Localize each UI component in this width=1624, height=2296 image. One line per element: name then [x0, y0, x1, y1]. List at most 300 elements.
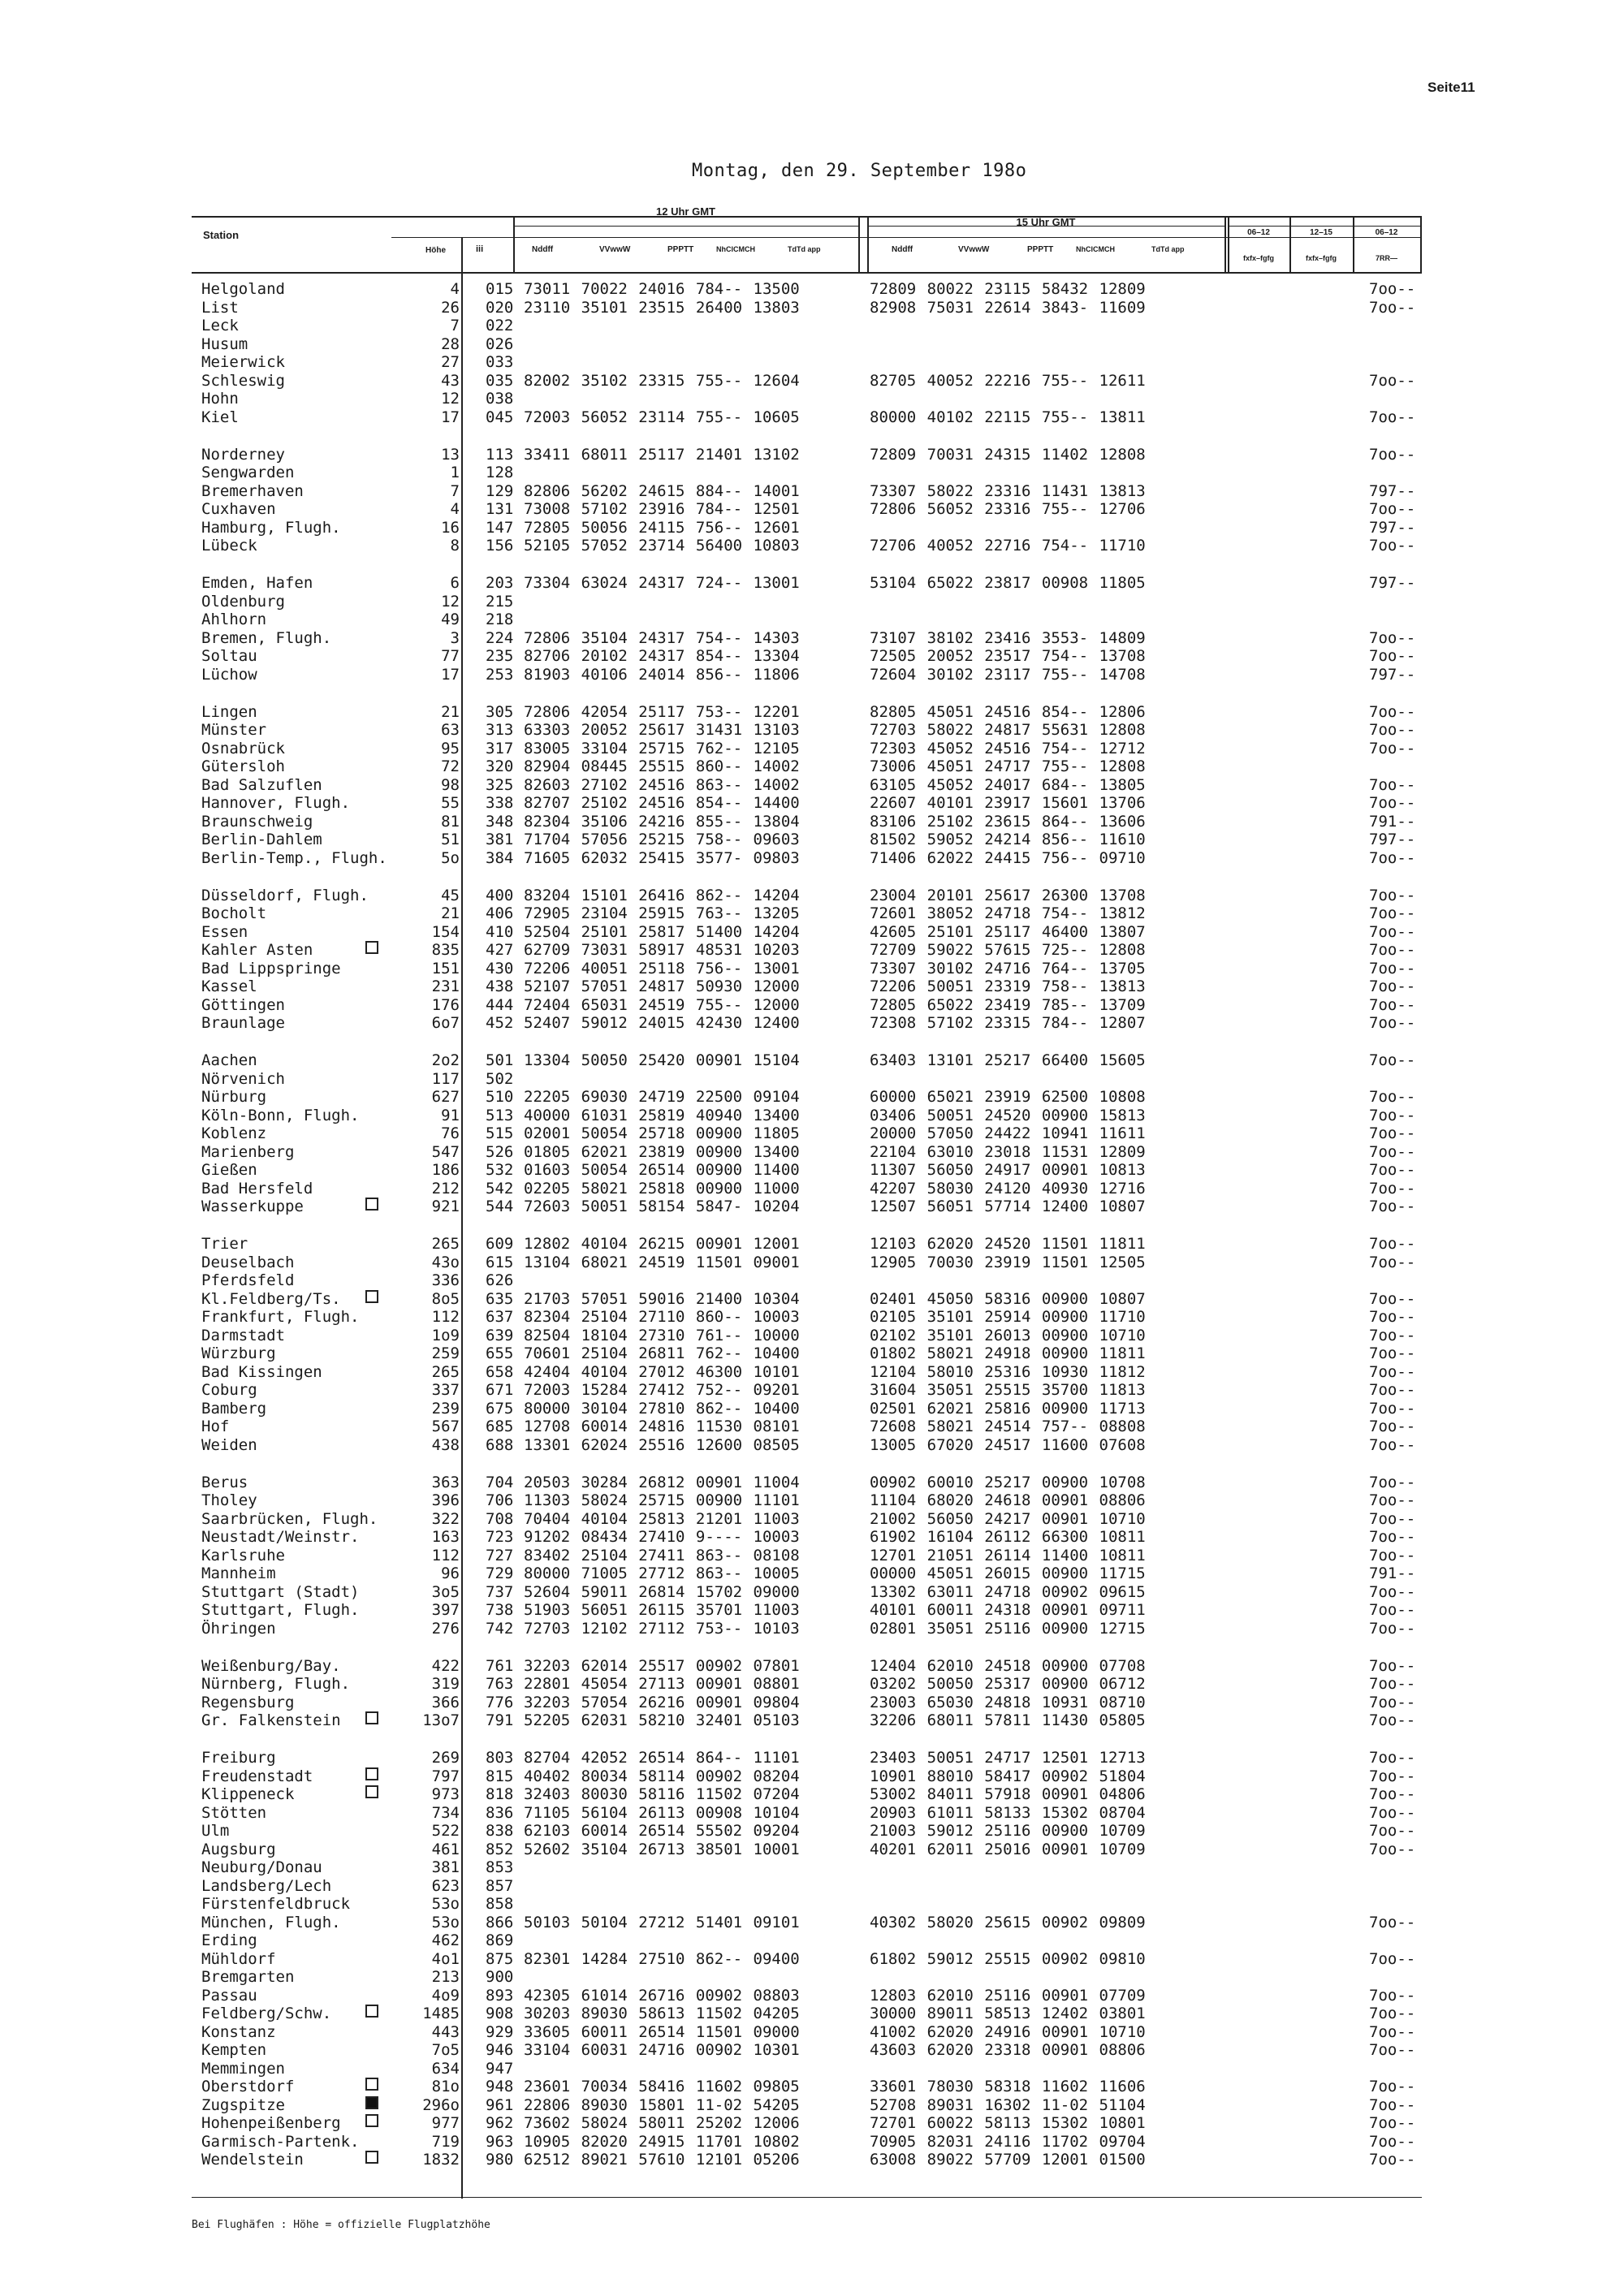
table-row: [0, 1381, 1624, 1400]
obs-15-gmt: 61802 59012 25515 00902 09810: [870, 1949, 1146, 1968]
station-altitude: 7: [450, 317, 460, 334]
obs-15-gmt: 02501 62021 25816 00900 11713: [870, 1399, 1146, 1418]
precip-group: 797--: [1369, 574, 1416, 592]
table-row: [0, 1950, 1624, 1969]
group-gap: [0, 555, 1624, 575]
table-row: [0, 1051, 1624, 1070]
station-name: Lüchow: [201, 665, 257, 684]
station-number: 815: [486, 1767, 514, 1785]
station-number: 156: [486, 537, 514, 555]
mountain-station-icon: [365, 941, 378, 954]
station-name: Norderney: [201, 445, 285, 464]
obs-12-gmt: 52107 57051 24817 50930 12000: [524, 978, 800, 995]
station-table: [0, 280, 1624, 2169]
obs-12-gmt: 52602 35104 26713 38501 10001: [524, 1840, 800, 1858]
station-name: Münster: [201, 721, 267, 739]
station-number: 655: [486, 1344, 514, 1362]
station-number: 430: [486, 959, 514, 978]
obs-15-gmt: 42605 25101 25117 46400 13807: [870, 922, 1146, 941]
station-number: 035: [486, 371, 514, 390]
obs-12-gmt: 72003 56052 23114 755-- 10605: [524, 408, 800, 426]
table-row: [0, 831, 1624, 849]
obs-12-gmt: 82002 35102 23315 755-- 12604: [524, 371, 800, 390]
table-row: [0, 390, 1624, 408]
station-number: 033: [486, 353, 514, 371]
station-name: Neustadt/Weinstr.: [201, 1528, 360, 1546]
station-altitude: 72: [441, 757, 460, 775]
station-name: Oldenburg: [201, 592, 285, 611]
group-gap: [0, 1730, 1624, 1750]
station-altitude: 1: [450, 464, 460, 481]
obs-12-gmt: 21703 57051 59016 21400 10304: [524, 1289, 800, 1308]
station-number: 313: [486, 721, 514, 739]
precip-group: 797--: [1369, 665, 1416, 684]
table-row: [0, 1474, 1624, 1492]
obs-15-gmt: 61902 16104 26112 66300 10811: [870, 1528, 1146, 1546]
station-name: Landsberg/Lech: [201, 1876, 332, 1895]
precip-group: 791--: [1369, 1564, 1416, 1582]
obs-15-gmt: 73107 38102 23416 3553- 14809: [870, 628, 1146, 647]
obs-15-gmt: 12103 62020 24520 11501 11811: [870, 1235, 1146, 1253]
obs-15-gmt: 72303 45052 24516 754-- 12712: [870, 739, 1146, 757]
station-name: Koblenz: [201, 1124, 267, 1142]
station-altitude: 567: [431, 1418, 460, 1435]
table-row: [0, 1657, 1624, 1676]
precip-group: 7oo--: [1369, 848, 1416, 867]
station-altitude: 17: [441, 408, 460, 426]
station-altitude: 627: [431, 1088, 460, 1106]
obs-12-gmt: 82707 25102 24516 854-- 14400: [524, 794, 800, 812]
station-number: 338: [486, 794, 514, 812]
obs-12-gmt: 52604 59011 26814 15702 09000: [524, 1582, 800, 1601]
precip-group: 7oo--: [1369, 886, 1416, 904]
station-number: 853: [486, 1858, 514, 1876]
station-name: Schleswig: [201, 371, 285, 390]
table-row: [0, 978, 1624, 996]
obs-15-gmt: 53104 65022 23817 00908 11805: [870, 574, 1146, 592]
station-number: 738: [486, 1601, 514, 1619]
table-row: [0, 1767, 1624, 1786]
obs-15-gmt: 20000 57050 24422 10941 11611: [870, 1124, 1146, 1142]
station-name: Hof: [201, 1418, 230, 1435]
table-row: [0, 1749, 1624, 1767]
station-number: 510: [486, 1088, 514, 1106]
col-station: Station: [203, 229, 240, 241]
station-name: Mannheim: [201, 1564, 276, 1582]
obs-12-gmt: 72603 50051 58154 5847- 10204: [524, 1198, 800, 1215]
precip-group: 7oo--: [1369, 1014, 1416, 1032]
obs-12-gmt: 63303 20052 25617 31431 13103: [524, 721, 800, 739]
precip-group: 7oo--: [1369, 1326, 1416, 1344]
station-altitude: 51: [441, 831, 460, 848]
station-name: Kassel: [201, 978, 257, 995]
obs-15-gmt: 11307 56050 24917 00901 10813: [870, 1161, 1146, 1179]
obs-15-gmt: 00000 45051 26015 00900 11715: [870, 1564, 1146, 1582]
obs-15-gmt: 11104 68020 24618 00901 08806: [870, 1491, 1146, 1509]
obs-15-gmt: 72701 60022 58113 15302 10801: [870, 2114, 1146, 2132]
station-altitude: 28: [441, 334, 460, 353]
station-number: 501: [486, 1051, 514, 1069]
table-row: [0, 1180, 1624, 1198]
station-altitude: 2o2: [431, 1051, 460, 1069]
station-number: 900: [486, 1968, 514, 1986]
precip-group: 7oo--: [1369, 794, 1416, 812]
obs-15-gmt: 13005 67020 24517 11600 07608: [870, 1435, 1146, 1454]
obs-15-gmt: 40101 60011 24318 00901 09711: [870, 1601, 1146, 1619]
obs-12-gmt: 42305 61014 26716 00902 08803: [524, 1986, 800, 2005]
station-name: Weiden: [201, 1435, 257, 1454]
obs-15-gmt: 72709 59022 57615 725-- 12808: [870, 941, 1146, 959]
precip-group: 7oo--: [1369, 2114, 1416, 2132]
station-altitude: 81o: [431, 2078, 460, 2095]
period-sub-2: fxfx–fgfg: [1306, 254, 1337, 262]
table-row: [0, 1198, 1624, 1216]
station-name: Augsburg: [201, 1840, 276, 1858]
gmt15-col-nddff: Nddff: [892, 245, 914, 254]
table-row: [0, 2151, 1624, 2169]
station-number: 224: [486, 628, 514, 647]
station-number: 203: [486, 574, 514, 592]
table-row: [0, 1785, 1624, 1804]
station-name: Neuburg/Donau: [201, 1858, 322, 1876]
mountain-station-icon: [365, 2151, 378, 2164]
station-number: 615: [486, 1253, 514, 1271]
table-row: [0, 1418, 1624, 1436]
gmt15-col-dew: TdTd app: [1151, 245, 1185, 253]
precip-group: 7oo--: [1369, 702, 1416, 721]
station-altitude: 3o5: [431, 1582, 460, 1601]
table-row: [0, 703, 1624, 722]
table-row: [0, 1675, 1624, 1694]
precip-group: 7oo--: [1369, 445, 1416, 464]
station-name: Husum: [201, 334, 248, 353]
station-altitude: 53o: [431, 1913, 460, 1931]
station-name: Hohn: [201, 390, 239, 408]
station-altitude: 363: [431, 1473, 460, 1491]
obs-12-gmt: 23601 70034 58416 11602 09805: [524, 2078, 800, 2095]
precip-group: 797--: [1369, 518, 1416, 537]
obs-12-gmt: 82904 08445 25515 860-- 14002: [524, 757, 800, 775]
station-number: 129: [486, 481, 514, 500]
table-row: [0, 2005, 1624, 2023]
station-altitude: 259: [431, 1344, 460, 1362]
table-row: [0, 721, 1624, 740]
station-number: 708: [486, 1509, 514, 1528]
station-altitude: 45: [441, 886, 460, 904]
group-gap: [0, 1638, 1624, 1657]
station-number: 838: [486, 1822, 514, 1840]
station-number: 962: [486, 2114, 514, 2132]
station-number: 020: [486, 298, 514, 317]
station-number: 704: [486, 1473, 514, 1491]
obs-15-gmt: 72308 57102 23315 784-- 12807: [870, 1014, 1146, 1032]
station-altitude: 239: [431, 1399, 460, 1418]
precip-group: 7oo--: [1369, 904, 1416, 922]
obs-15-gmt: 72604 30102 23117 755-- 14708: [870, 665, 1146, 684]
obs-15-gmt: 72206 50051 23319 758-- 13813: [870, 978, 1146, 995]
table-row: [0, 923, 1624, 942]
table-row: [0, 1877, 1624, 1896]
station-name: Wasserkuppe: [201, 1198, 304, 1215]
station-name: Bremgarten: [201, 1968, 295, 1986]
table-row: [0, 941, 1624, 960]
station-number: 348: [486, 812, 514, 831]
obs-15-gmt: 60000 65021 23919 62500 10808: [870, 1088, 1146, 1106]
station-number: 400: [486, 886, 514, 904]
precip-group: 7oo--: [1369, 1198, 1416, 1215]
obs-12-gmt: 01603 50054 26514 00900 11400: [524, 1161, 800, 1179]
station-name: Stuttgart, Flugh.: [201, 1601, 360, 1619]
obs-12-gmt: 02205 58021 25818 00900 11000: [524, 1179, 800, 1198]
station-altitude: 212: [431, 1179, 460, 1198]
obs-12-gmt: 33104 60031 24716 00902 10301: [524, 2041, 800, 2059]
table-row: [0, 446, 1624, 464]
station-number: 776: [486, 1693, 514, 1711]
col-hoehe: Höhe: [425, 246, 446, 255]
station-number: 685: [486, 1418, 514, 1435]
obs-12-gmt: 62709 73031 58917 48531 10203: [524, 941, 800, 959]
obs-15-gmt: 12905 70030 23919 11501 12505: [870, 1253, 1146, 1271]
obs-12-gmt: 80000 30104 27810 862-- 10400: [524, 1399, 800, 1418]
obs-15-gmt: 72809 80022 23115 58432 12809: [870, 280, 1146, 298]
table-row: [0, 666, 1624, 684]
station-number: 961: [486, 2095, 514, 2114]
station-altitude: 973: [431, 1785, 460, 1803]
station-number: 763: [486, 1675, 514, 1693]
station-name: Bocholt: [201, 904, 267, 922]
table-row: [0, 372, 1624, 391]
table-row: [0, 1564, 1624, 1583]
table-row: [0, 1841, 1624, 1859]
station-number: 532: [486, 1161, 514, 1179]
period-06-12: 06–12: [1247, 228, 1270, 237]
table-row: [0, 1344, 1624, 1363]
station-name: Bremen, Flugh.: [201, 628, 332, 647]
table-row: [0, 1400, 1624, 1418]
obs-12-gmt: 72206 40051 25118 756-- 13001: [524, 959, 800, 978]
station-name: Ahlhorn: [201, 611, 267, 628]
station-altitude: 21: [441, 904, 460, 922]
station-altitude: 231: [431, 978, 460, 995]
obs-12-gmt: 13304 50050 25420 00901 15104: [524, 1051, 800, 1069]
report-date: Montag, den 29. September 198o: [692, 161, 1027, 181]
station-number: 325: [486, 775, 514, 794]
table-row: [0, 1987, 1624, 2005]
obs-15-gmt: 03406 50051 24520 00900 15813: [870, 1106, 1146, 1124]
period-sub-3: 7RR—: [1375, 254, 1397, 262]
station-name: Bremerhaven: [201, 481, 304, 500]
table-row: [0, 611, 1624, 629]
obs-12-gmt: 33605 60011 26514 11501 09000: [524, 2022, 800, 2041]
table-row: [0, 1822, 1624, 1841]
station-number: 384: [486, 848, 514, 867]
precip-group: 7oo--: [1369, 1601, 1416, 1619]
table-row: [0, 1143, 1624, 1162]
gmt12-col-clouds: NhClCMCH: [716, 245, 755, 253]
station-number: 320: [486, 757, 514, 775]
station-number: 866: [486, 1913, 514, 1931]
table-row: [0, 1363, 1624, 1382]
station-altitude: 797: [431, 1767, 460, 1785]
table-row: [0, 1271, 1624, 1290]
station-altitude: 98: [441, 775, 460, 794]
station-name: Kahler Asten: [201, 941, 313, 959]
station-number: 727: [486, 1546, 514, 1564]
station-altitude: 1485: [422, 2005, 460, 2022]
station-name: Göttingen: [201, 995, 285, 1014]
station-altitude: 151: [431, 959, 460, 978]
precip-group: 7oo--: [1369, 1179, 1416, 1198]
obs-12-gmt: 52205 62031 58210 32401 05103: [524, 1711, 800, 1729]
mountain-station-icon: [365, 1198, 378, 1211]
station-altitude: 623: [431, 1876, 460, 1895]
period-06-12-rr: 06–12: [1375, 228, 1398, 237]
station-altitude: 55: [441, 794, 460, 812]
table-row: [0, 519, 1624, 537]
precip-group: 7oo--: [1369, 1124, 1416, 1142]
station-number: 836: [486, 1803, 514, 1822]
obs-15-gmt: 81502 59052 24214 856-- 11610: [870, 831, 1146, 848]
station-altitude: 81: [441, 812, 460, 831]
station-name: Düsseldorf, Flugh.: [201, 886, 369, 904]
obs-12-gmt: 73602 58024 58011 25202 12006: [524, 2114, 800, 2132]
obs-15-gmt: 02801 35051 25116 00900 12715: [870, 1619, 1146, 1638]
obs-12-gmt: 83005 33104 25715 762-- 12105: [524, 739, 800, 757]
gmt12-col-ppptt: PPPTT: [667, 245, 694, 254]
station-name: Leck: [201, 317, 239, 334]
obs-15-gmt: 10901 88010 58417 00902 51804: [870, 1767, 1146, 1785]
precip-group: 7oo--: [1369, 1418, 1416, 1435]
obs-15-gmt: 63008 89022 57709 12001 01500: [870, 2151, 1146, 2169]
table-row: [0, 1088, 1624, 1107]
table-row: [0, 1547, 1624, 1565]
precip-group: 7oo--: [1369, 2132, 1416, 2151]
station-altitude: 443: [431, 2022, 460, 2041]
obs-15-gmt: 82805 45051 24516 854-- 12806: [870, 702, 1146, 721]
obs-15-gmt: 20903 61011 58133 15302 08704: [870, 1803, 1146, 1822]
station-name: Deuselbach: [201, 1253, 295, 1271]
precip-group: 7oo--: [1369, 1582, 1416, 1601]
obs-15-gmt: 00902 60010 25217 00900 10708: [870, 1473, 1146, 1491]
station-name: Bad Hersfeld: [201, 1179, 313, 1198]
gmt12-col-nddff: Nddff: [532, 245, 554, 254]
obs-12-gmt: 11303 58024 25715 00900 11101: [524, 1491, 800, 1509]
precip-group: 7oo--: [1369, 647, 1416, 665]
station-number: 737: [486, 1582, 514, 1601]
obs-12-gmt: 23110 35101 23515 26400 13803: [524, 298, 800, 317]
precip-group: 7oo--: [1369, 1344, 1416, 1362]
table-row: [0, 740, 1624, 758]
station-number: 026: [486, 334, 514, 353]
table-row: [0, 1327, 1624, 1345]
station-number: 410: [486, 922, 514, 941]
table-row: [0, 317, 1624, 335]
obs-12-gmt: 73008 57102 23916 784-- 12501: [524, 500, 800, 518]
precip-group: 7oo--: [1369, 1785, 1416, 1803]
precip-group: 7oo--: [1369, 1528, 1416, 1546]
station-altitude: 734: [431, 1803, 460, 1822]
precip-group: 7oo--: [1369, 739, 1416, 757]
obs-15-gmt: 12507 56051 57714 12400 10807: [870, 1198, 1146, 1215]
obs-12-gmt: 22806 89030 15801 11-02 54205: [524, 2095, 800, 2114]
station-name: Hohenpeißenberg: [201, 2114, 341, 2132]
station-number: 038: [486, 390, 514, 408]
precip-group: 7oo--: [1369, 500, 1416, 518]
mountain-station-icon: [365, 1785, 378, 1798]
table-row: [0, 1070, 1624, 1089]
precip-group: 7oo--: [1369, 2005, 1416, 2022]
precip-group: 7oo--: [1369, 1051, 1416, 1069]
station-name: Soltau: [201, 647, 257, 665]
table-row: [0, 1014, 1624, 1033]
station-number: 218: [486, 611, 514, 628]
station-number: 015: [486, 280, 514, 298]
table-row: [0, 1694, 1624, 1712]
station-altitude: 154: [431, 922, 460, 941]
station-name: Regensburg: [201, 1693, 295, 1711]
table-row: [0, 1510, 1624, 1529]
station-number: 742: [486, 1619, 514, 1638]
precip-group: 7oo--: [1369, 721, 1416, 739]
precip-group: 7oo--: [1369, 298, 1416, 317]
obs-12-gmt: 33411 68011 25117 21401 13102: [524, 445, 800, 464]
station-number: 305: [486, 702, 514, 721]
precip-group: 7oo--: [1369, 1491, 1416, 1509]
station-altitude: 547: [431, 1142, 460, 1161]
station-name: Freiburg: [201, 1749, 276, 1767]
precip-group: 7oo--: [1369, 922, 1416, 941]
table-row: [0, 500, 1624, 519]
station-altitude: 977: [431, 2114, 460, 2132]
precip-group: 7oo--: [1369, 775, 1416, 794]
station-name: Zugspitze: [201, 2095, 285, 2114]
group-gap: [0, 1033, 1624, 1052]
precip-group: 7oo--: [1369, 1473, 1416, 1491]
obs-15-gmt: 63403 13101 25217 66400 15605: [870, 1051, 1146, 1069]
obs-12-gmt: 80000 71005 27712 863-- 10005: [524, 1564, 800, 1582]
group-gap: [0, 867, 1624, 887]
station-name: Berus: [201, 1473, 248, 1491]
station-number: 818: [486, 1785, 514, 1803]
precip-group: 7oo--: [1369, 408, 1416, 426]
table-row: [0, 353, 1624, 372]
obs-12-gmt: 50103 50104 27212 51401 09101: [524, 1913, 800, 1931]
precip-group: 7oo--: [1369, 1546, 1416, 1564]
station-number: 869: [486, 1931, 514, 1949]
obs-15-gmt: 53002 84011 57918 00901 04806: [870, 1785, 1146, 1803]
station-name: Nürburg: [201, 1088, 267, 1106]
station-name: Fürstenfeldbruck: [201, 1895, 351, 1913]
station-altitude: 5o: [441, 848, 460, 867]
group-gap: [0, 1216, 1624, 1236]
obs-12-gmt: 62512 89021 57610 12101 05206: [524, 2151, 800, 2169]
station-name: München, Flugh.: [201, 1913, 341, 1931]
station-number: 635: [486, 1289, 514, 1308]
station-altitude: 17: [441, 665, 460, 684]
table-row: [0, 1254, 1624, 1272]
gmt15-title: 15 Uhr GMT: [1016, 216, 1076, 228]
obs-12-gmt: 70601 25104 26811 762-- 10400: [524, 1344, 800, 1362]
obs-12-gmt: 72805 50056 24115 756-- 12601: [524, 518, 800, 537]
station-altitude: 43o: [431, 1253, 460, 1271]
obs-12-gmt: 32403 80030 58116 11502 07204: [524, 1785, 800, 1803]
table-row: [0, 849, 1624, 868]
group-gap: [0, 426, 1624, 446]
precip-group: 7oo--: [1369, 1840, 1416, 1858]
obs-15-gmt: 12701 21051 26114 11400 10811: [870, 1546, 1146, 1564]
station-name: Erding: [201, 1931, 257, 1949]
col-iii: iii: [476, 244, 484, 254]
